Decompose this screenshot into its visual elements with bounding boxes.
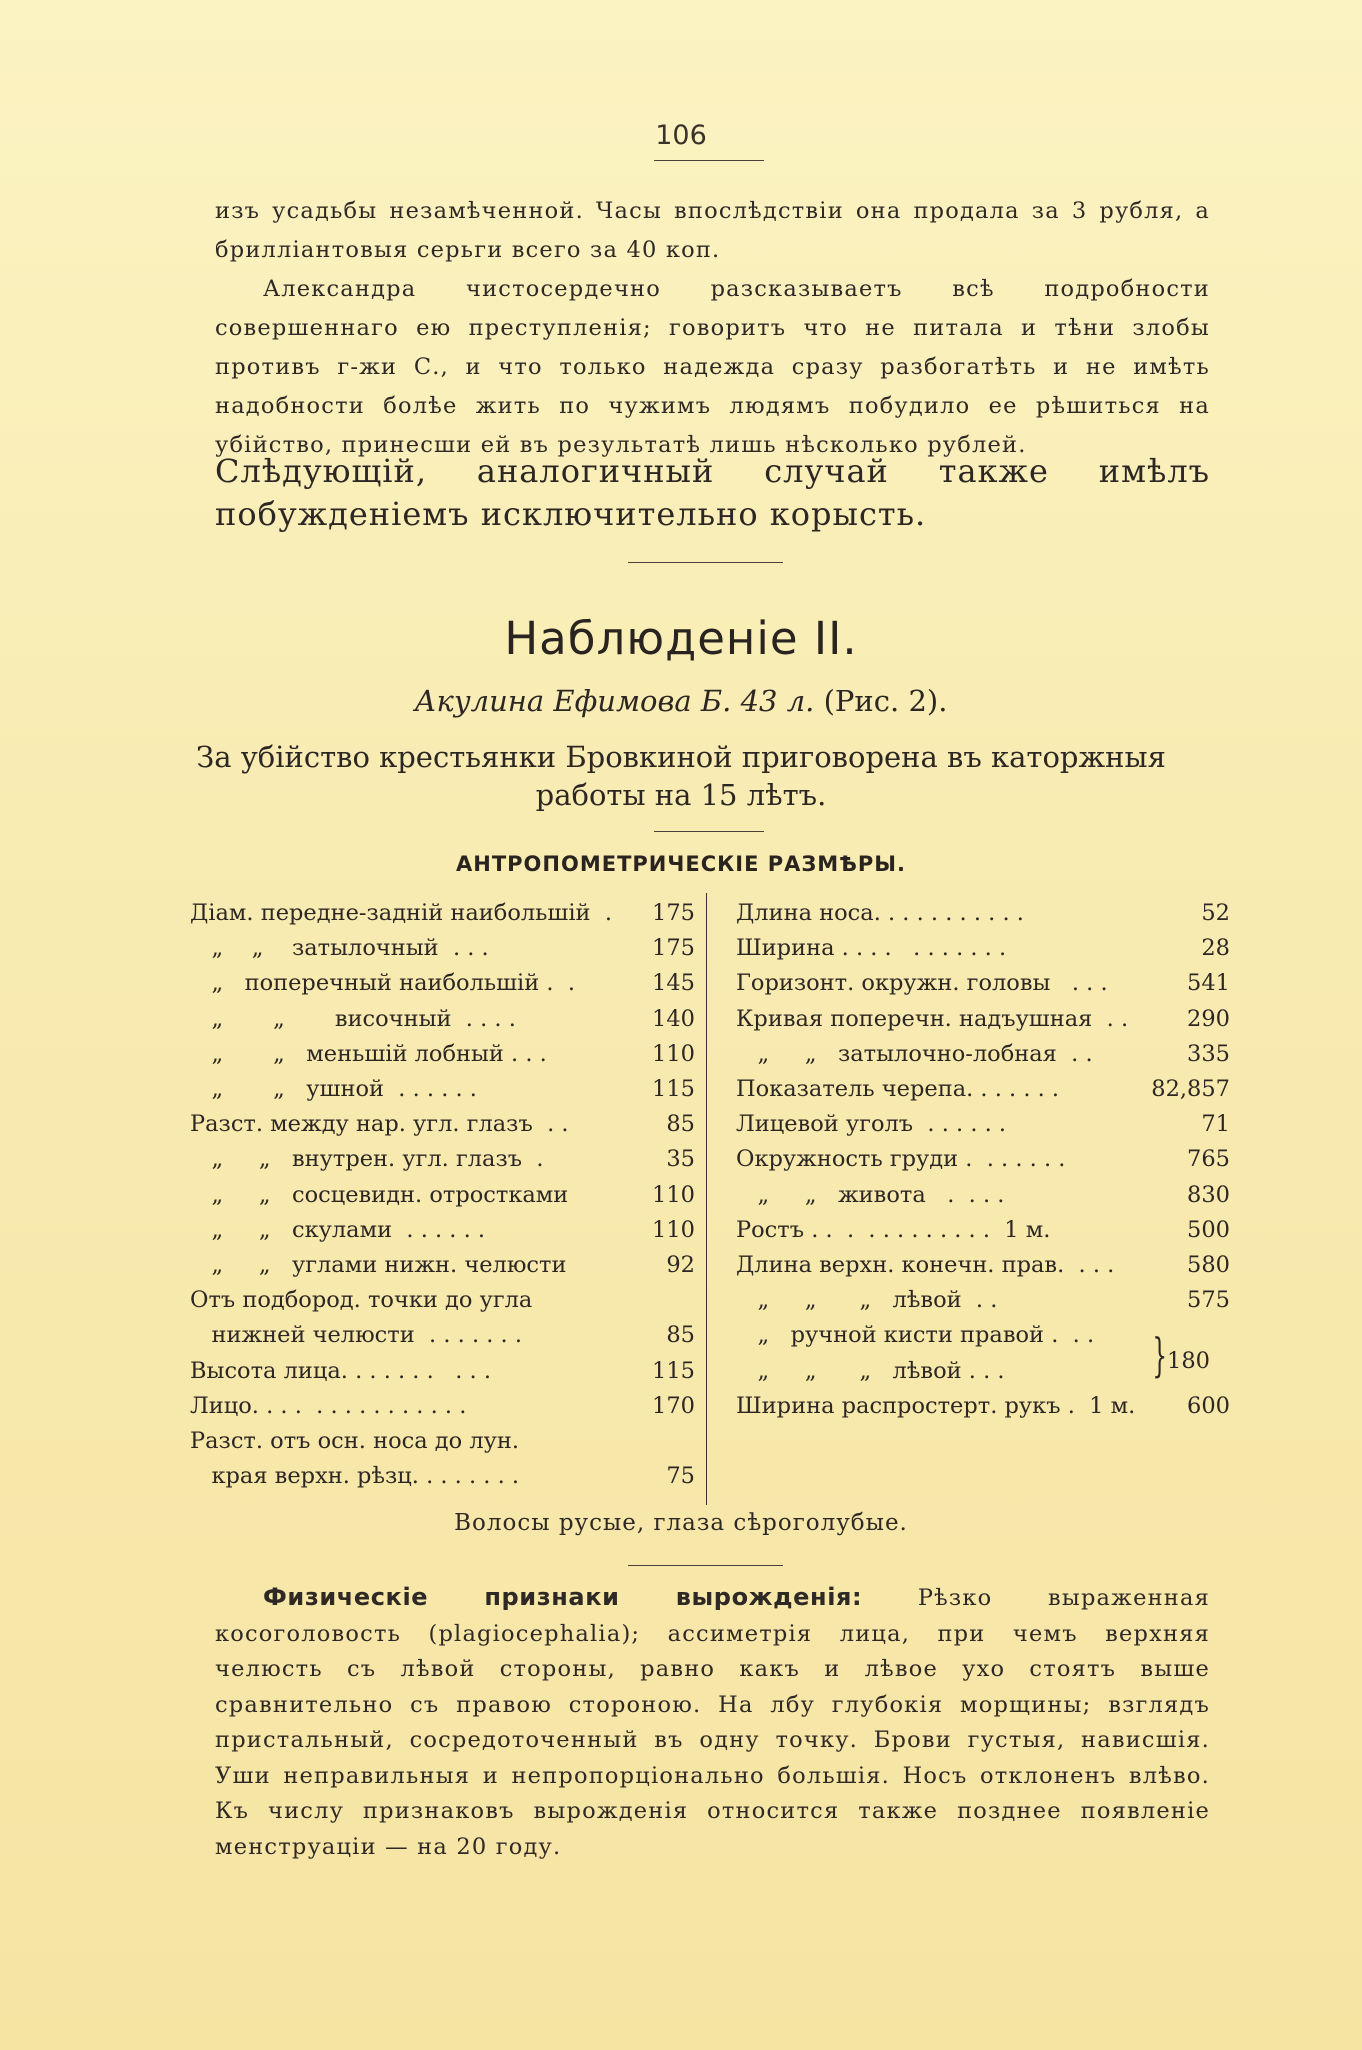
measure-label: Ростъ . . . . . . . . . . . . 1 м. (736, 1216, 1051, 1243)
measure-label: „ „ сосцевидн. отростками (190, 1181, 569, 1208)
measure-label: Разст. между нар. угл. глазъ . . (190, 1111, 569, 1138)
measure-label: Кривая поперечн. надъушная . . (736, 1005, 1129, 1032)
left-row (190, 1076, 695, 1111)
measure-label: Лицевой уголъ . . . . . . (736, 1111, 1007, 1138)
measure-label: края верхн. рѣзц. . . . . . . . (190, 1463, 520, 1490)
left-row (190, 1287, 695, 1322)
page-number-rule (654, 160, 764, 161)
measure-value: 35 (666, 1146, 695, 1173)
measure-value: 290 (1187, 1005, 1230, 1032)
measure-label: Лицо. . . . . . . . . . . . . . . (190, 1392, 467, 1419)
left-row (190, 1322, 695, 1357)
table-title: АНТРОПОМЕТРИЧЕСКІЕ РАЗМѢРЫ. (456, 852, 906, 876)
measure-value: 85 (666, 1111, 695, 1138)
measure-label: Длина носа. . . . . . . . . . . (736, 900, 1024, 926)
column-divider (706, 893, 707, 1505)
right-row (736, 1041, 1230, 1076)
right-row (736, 970, 1230, 1005)
measure-value: 765 (1187, 1146, 1230, 1173)
left-row (190, 935, 695, 970)
measure-value: 335 (1187, 1040, 1230, 1067)
measure-value: 115 (652, 1076, 695, 1102)
left-row (190, 1182, 695, 1217)
measure-label: Высота лица. . . . . . . . . . (190, 1357, 491, 1384)
left-row (190, 1428, 695, 1463)
measure-value: 28 (1201, 935, 1230, 962)
paragraph-1: изъ усадьбы незамѣченной. Часы впослѣдствіи она продала за 3 рубля, а брилліантовыя серьги всего за 40 коп. (215, 198, 1210, 263)
measure-value: 75 (666, 1463, 695, 1490)
measure-label: „ поперечный наибольшій . . (190, 970, 575, 997)
summary-line-2: работы на 15 лѣтъ. (535, 778, 827, 812)
left-row (190, 1463, 695, 1498)
measure-value: 145 (652, 970, 695, 997)
right-row (736, 1287, 1230, 1322)
left-row (190, 1252, 695, 1287)
left-row (190, 1393, 695, 1428)
measure-value: 52 (1201, 900, 1230, 926)
right-row (736, 1182, 1230, 1217)
right-row (736, 935, 1230, 970)
measure-label: Діам. передне-задній наибольшій . (190, 900, 612, 926)
measure-value: 830 (1187, 1181, 1230, 1208)
measure-value: 500 (1187, 1216, 1230, 1243)
measure-label: Окружность груди . . . . . . . (736, 1146, 1066, 1173)
right-measurements (736, 900, 1230, 1510)
left-row (190, 1006, 695, 1041)
measure-label: „ „ „ лѣвой . . (736, 1287, 998, 1314)
measure-label: Ширина распростерт. рукъ . 1 м. (736, 1392, 1136, 1419)
section-divider (628, 562, 783, 563)
measure-value: 71 (1201, 1111, 1230, 1138)
measure-value: 82,857 (1151, 1076, 1230, 1102)
measure-label: „ „ затылочный . . . (190, 935, 489, 962)
summary-divider (654, 831, 764, 832)
measure-value: 110 (652, 1216, 695, 1243)
measure-label: „ „ затылочно-лобная . . (736, 1040, 1093, 1067)
measure-value: 110 (652, 1181, 695, 1208)
measure-label: „ „ „ лѣвой . . . (736, 1357, 1005, 1384)
left-row (190, 900, 695, 935)
hand-value: 180 (1167, 1348, 1210, 1374)
measure-label: „ ручной кисти правой . . . (736, 1322, 1095, 1349)
measure-value: 85 (666, 1322, 695, 1349)
right-row (736, 1217, 1230, 1252)
subject-line (0, 684, 1362, 718)
measure-label: „ „ углами нижн. челюсти (190, 1252, 567, 1278)
lead-paragraph: Слѣдующій, аналогичный случай также имѣлъ побужденіемъ исключительно корысть. (215, 452, 1210, 533)
measure-label: Разст. отъ осн. носа до лун. (190, 1428, 520, 1454)
right-row (736, 1393, 1230, 1428)
measure-value: 175 (652, 935, 695, 962)
left-row (190, 1041, 695, 1076)
measure-label: нижней челюсти . . . . . . . (190, 1322, 523, 1349)
measure-label: „ „ меньшій лобный . . . (190, 1040, 547, 1067)
right-row (736, 1111, 1230, 1146)
left-row (190, 970, 695, 1005)
summary-line-1: За убійство крестьянки Бровкиной приговорена въ каторжныя (196, 740, 1166, 774)
left-row (190, 1358, 695, 1393)
measure-value: 110 (652, 1040, 695, 1067)
physical-signs-text: Рѣзко выраженная косоголовость (plagiocephalia); ассиметрія лица, при чемъ верхняя челюсть съ лѣвой стороны, равно какъ и лѣвое ухо стоятъ выше сравнительно съ правою стороною. На лбу глубокія морщины; взглядъ пристальный, сосредоточенный въ одну точку. Брови густыя, нависшія. Уши неправильныя и непропорціонально большія. Носъ отклоненъ влѣво. Къ числу признаковъ вырожденія относится также позднее появленіе менструаціи — на 20 году. (215, 1585, 1210, 1860)
physical-signs-paragraph (215, 1580, 1210, 1865)
measure-label: „ „ внутрен. угл. глазъ . (190, 1146, 544, 1173)
figure-reference: (Рис. 2). (823, 684, 948, 718)
right-row (736, 1146, 1230, 1181)
measure-value: 580 (1187, 1252, 1230, 1278)
measure-value: 115 (652, 1357, 695, 1384)
measure-label: „ „ живота . . . . (736, 1181, 1005, 1208)
page-number: 106 (655, 120, 707, 151)
paragraph-2: Александра чистосердечно разсказываетъ всѣ подробности совершеннаго ею преступленія; говоритъ что не питала и тѣни злобы противъ г-жи С., и что только надежда сразу разбогатѣть и не имѣть надобности болѣе жить по чужимъ людямъ побудило ее рѣшиться на убійство, принесши ей въ результатѣ лишь нѣсколько рублей. (215, 276, 1210, 458)
physical-signs-title: Физическіе признаки вырожденія: (263, 1583, 863, 1611)
measure-label: „ „ височный . . . . (190, 1005, 516, 1032)
left-row (190, 1217, 695, 1252)
measure-label: Отъ подбород. точки до угла (190, 1287, 533, 1314)
sentence-summary (0, 738, 1362, 814)
right-row (736, 1006, 1230, 1041)
measure-label: Горизонт. окружн. головы . . . (736, 970, 1108, 997)
subject-name: Акулина Ефимова Б. 43 л. (414, 684, 815, 718)
left-measurements (190, 900, 695, 1510)
measure-label: „ „ скулами . . . . . . (190, 1216, 486, 1243)
right-row (736, 900, 1230, 935)
measure-label: Длина верхн. конечн. прав. . . . (736, 1252, 1115, 1278)
right-row (736, 1076, 1230, 1111)
brace-icon: } (1152, 1328, 1167, 1382)
hair-note: Волосы русые, глаза сѣроголубые. (454, 1510, 908, 1536)
measure-value: 175 (652, 900, 695, 926)
measure-value: 600 (1187, 1392, 1230, 1419)
hair-divider (628, 1565, 783, 1566)
left-row (190, 1111, 695, 1146)
measure-label: „ „ ушной . . . . . . (190, 1076, 477, 1102)
observation-heading: Наблюденіе II. (504, 612, 858, 665)
hand-bracket (1145, 1328, 1225, 1398)
right-row (736, 1252, 1230, 1287)
measure-label: Показатель черепа. . . . . . . (736, 1076, 1060, 1102)
measure-value: 140 (652, 1005, 695, 1032)
measure-value: 92 (666, 1252, 695, 1278)
measure-value: 170 (652, 1392, 695, 1419)
measure-label: Ширина . . . . . . . . . . . (736, 935, 1007, 962)
measure-value: 541 (1187, 970, 1230, 997)
prose-block (215, 192, 1210, 465)
measure-value: 575 (1187, 1287, 1230, 1314)
left-row (190, 1146, 695, 1181)
